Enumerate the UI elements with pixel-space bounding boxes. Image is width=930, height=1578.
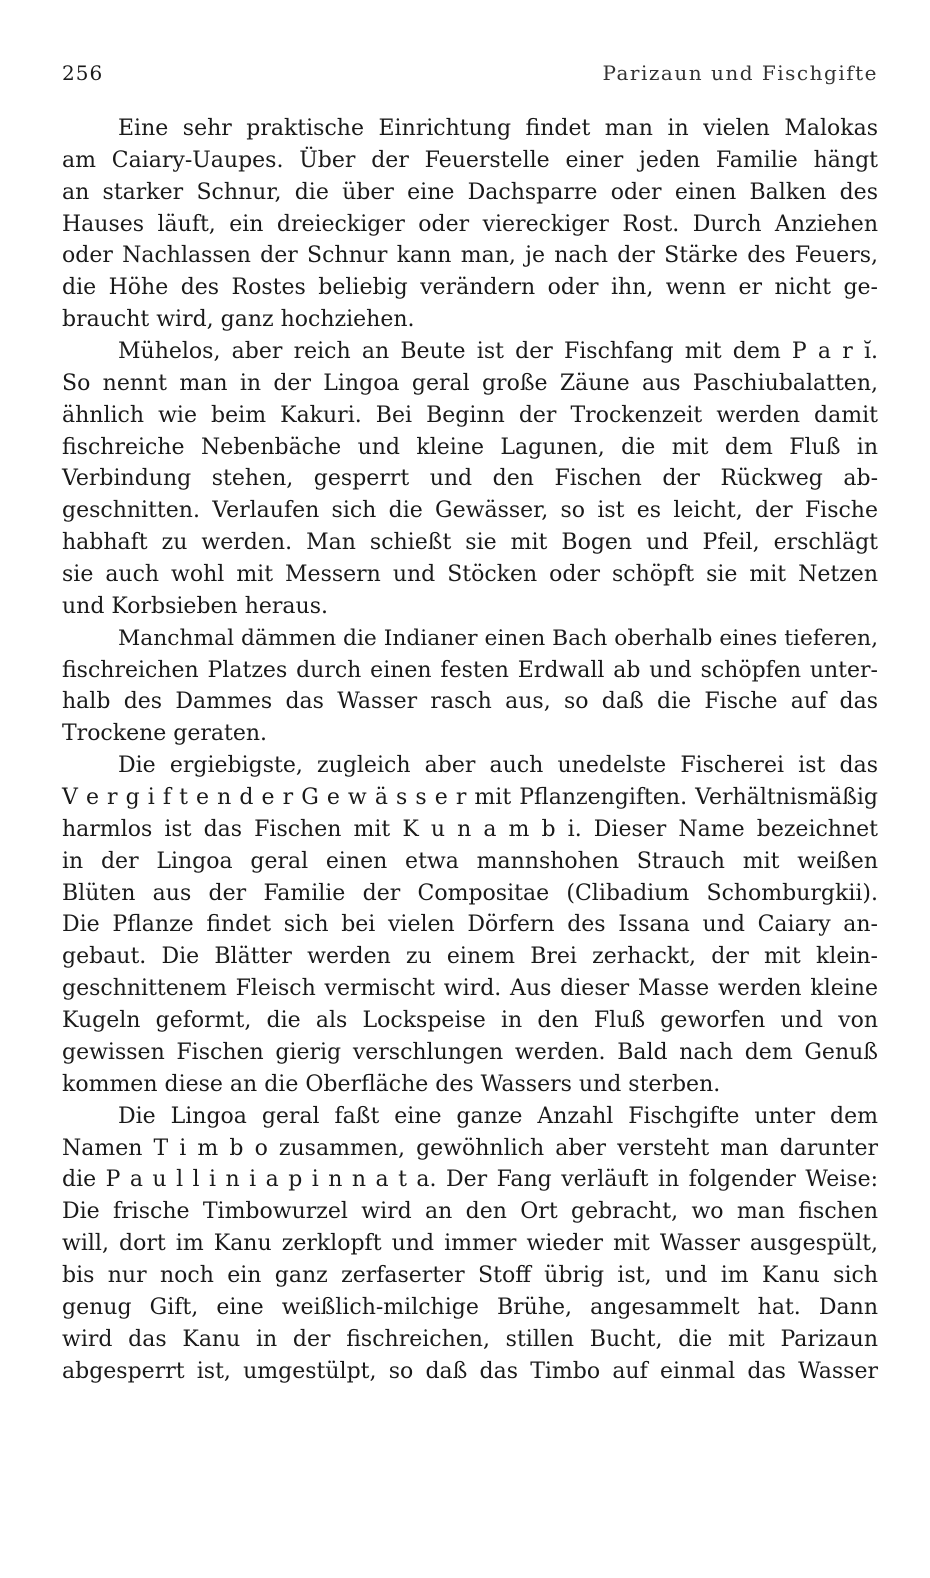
text-line: Die ergiebigste, zugleich aber auch unedelste Fischerei ist das	[118, 753, 878, 779]
running-header	[62, 58, 878, 88]
text-line: harmlos ist das Fischen mit K u n a m b i. Dieser Name bezeichnet	[62, 816, 878, 842]
text-line: die Höhe des Rostes beliebig verändern oder ihn, wenn er nicht ge-	[62, 275, 878, 301]
text-line: Hauses läuft, ein dreieckiger oder viereckiger Rost. Durch Anziehen	[62, 211, 878, 237]
text-line: die P a u l l i n i a p i n n a t a. Der Fang verläuft in folgender Weise:	[62, 1167, 878, 1193]
text-line: wird das Kanu in der fischreichen, stillen Bucht, die mit Parizaun	[62, 1326, 878, 1352]
text-line: Die Lingoa geral faßt eine ganze Anzahl Fischgifte unter dem	[118, 1103, 878, 1129]
text-line: gewissen Fischen gierig verschlungen werden. Bald nach dem Genuß	[62, 1039, 878, 1065]
text-line: Trockene geraten.	[62, 721, 268, 747]
page-number: 256	[62, 61, 104, 85]
text-line: bis nur noch ein ganz zerfaserter Stoff übrig ist, und im Kanu sich	[62, 1262, 878, 1288]
text-line: Namen T i m b o zusammen, gewöhnlich aber versteht man darunter	[62, 1135, 878, 1161]
text-line: am Caiary-Uaupes. Über der Feuerstelle einer jeden Familie hängt	[62, 147, 878, 173]
text-line: sie auch wohl mit Messern und Stöcken oder schöpft sie mit Netzen	[62, 562, 878, 588]
text-line: Die frische Timbowurzel wird an den Ort gebracht, wo man fischen	[62, 1199, 878, 1225]
text-line: Die Pflanze findet sich bei vielen Dörfern des Issana und Caiary an-	[62, 912, 878, 938]
text-line: ähnlich wie beim Kakuri. Bei Beginn der Trockenzeit werden damit	[62, 402, 878, 428]
text-line: abgesperrt ist, umgestülpt, so daß das Timbo auf einmal das Wasser	[62, 1358, 878, 1384]
text-line: in der Lingoa geral einen etwa mannshohen Strauch mit weißen	[62, 848, 878, 874]
text-line: Kugeln geformt, die als Lockspeise in den Fluß geworfen und von	[62, 1008, 878, 1034]
text-line: V e r g i f t e n d e r G e w ä s s e r mit Pflanzengiften. Verhältnismäßig	[62, 785, 878, 811]
text-line: will, dort im Kanu zerklopft und immer wieder mit Wasser ausgespült,	[62, 1231, 878, 1257]
text-line: fischreichen Platzes durch einen festen Erdwall ab und schöpfen unter-	[62, 657, 878, 683]
text-line: geschnitten. Verlaufen sich die Gewässer, so ist es leicht, der Fische	[62, 498, 878, 524]
text-line: oder Nachlassen der Schnur kann man, je nach der Stärke des Feuers,	[62, 243, 878, 269]
text-line: und Korbsieben heraus.	[62, 593, 328, 619]
text-line: So nennt man in der Lingoa geral große Zäune aus Paschiubalatten,	[62, 370, 878, 396]
text-line: genug Gift, eine weißlich-milchige Brühe, angesammelt hat. Dann	[62, 1294, 878, 1320]
text-line: Manchmal dämmen die Indianer einen Bach oberhalb eines tieferen,	[118, 625, 878, 651]
text-line: Mühelos, aber reich an Beute ist der Fischfang mit dem P a r ĭ.	[118, 339, 878, 365]
text-line: Verbindung stehen, gesperrt und den Fischen der Rückweg ab-	[62, 466, 878, 492]
text-line: Eine sehr praktische Einrichtung findet man in vielen Malokas	[118, 116, 878, 141]
body-text	[62, 113, 878, 1387]
text-line: braucht wird, ganz hochziehen.	[62, 307, 415, 333]
text-line: kommen diese an die Oberfläche des Wassers und sterben.	[62, 1071, 721, 1097]
text-line: fischreiche Nebenbäche und kleine Lagunen, die mit dem Fluß in	[62, 434, 878, 460]
running-title: Parizaun und Fischgifte	[602, 61, 878, 85]
text-line: an starker Schnur, die über eine Dachsparre oder einen Balken des	[62, 179, 878, 205]
text-line: habhaft zu werden. Man schießt sie mit Bogen und Pfeil, erschlägt	[62, 530, 878, 556]
text-line: geschnittenem Fleisch vermischt wird. Aus dieser Masse werden kleine	[62, 976, 878, 1002]
text-line: Blüten aus der Familie der Compositae (Clibadium Schomburgkii).	[62, 880, 878, 906]
text-line: halb des Dammes das Wasser rasch aus, so daß die Fische auf das	[62, 689, 878, 715]
text-line: gebaut. Die Blätter werden zu einem Brei zerhackt, der mit klein-	[62, 944, 878, 970]
